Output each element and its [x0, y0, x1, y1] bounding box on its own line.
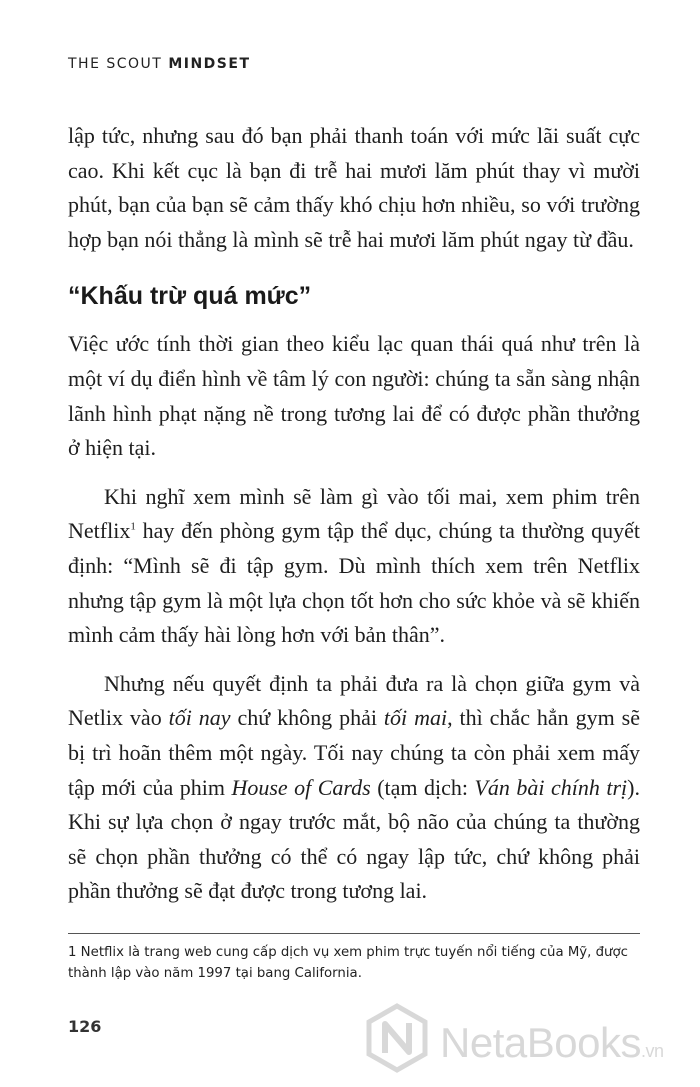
netabooks-watermark	[362, 1003, 692, 1073]
watermark-text	[440, 1019, 663, 1067]
section-heading: “Khấu trừ quá mức”	[68, 282, 312, 311]
footnote-marker[interactable]: 1	[130, 521, 136, 534]
p4-italic-house-of-cards: House of Cards	[231, 774, 371, 800]
p4-text-c: , thì chắc hẳn gym sẽ bị trì hoãn thêm một ngày. Tối nay chúng ta còn phải xem mấy tập mới của phim	[68, 705, 640, 800]
watermark-tld: .vn	[640, 1041, 664, 1061]
paragraph-3	[68, 480, 640, 653]
page-body	[68, 119, 640, 909]
paragraph-4	[68, 667, 640, 909]
p4-italic-tonight: tối nay	[168, 705, 231, 731]
netabooks-logo-icon	[362, 1003, 432, 1073]
book-title-part1: THE SCOUT	[68, 56, 169, 72]
book-title-part2: MINDSET	[168, 56, 251, 72]
p4-italic-tomorrow: tối mai	[383, 705, 448, 731]
running-header	[68, 56, 251, 72]
paragraph-1: lập tức, nhưng sau đó bạn phải thanh toán với mức lãi suất cực cao. Khi kết cục là bạn đi trễ hai mươi lăm phút thay vì mười phút, bạn của bạn sẽ cảm thấy khó chịu hơn nhiều, so với trường hợp bạn nói thẳng là mình sẽ trễ hai mươi lăm phút ngay từ đầu.	[68, 123, 640, 252]
page-number: 126	[68, 1017, 102, 1036]
p4-italic-translation: Ván bài chính trị	[474, 774, 628, 800]
p3-text-a: Khi nghĩ xem mình sẽ làm gì vào tối mai, xem phim trên Netflix	[68, 483, 640, 544]
paragraph-2: Việc ước tính thời gian theo kiểu lạc quan thái quá như trên là một ví dụ điển hình về tâm lý con người: chúng ta sẵn sàng nhận lãnh hình phạt nặng nề trong tương lai để có được phần thưởng ở hiện tại.	[68, 331, 640, 461]
p4-text-b: chứ không phải	[230, 705, 384, 731]
p4-text-a: Nhưng nếu quyết định ta phải đưa ra là chọn giữa gym và Netlix vào	[68, 670, 640, 731]
footnote-divider	[68, 933, 640, 934]
p4-text-e: ). Khi sự lựa chọn ở ngay trước mắt, bộ não của chúng ta thường sẽ chọn phần thưởng có thể có ngay lập tức, chứ không phải phần thưởng sẽ đạt được trong tương lai.	[68, 774, 640, 904]
watermark-brand: NetaBooks	[440, 1019, 641, 1066]
p4-text-d: (tạm dịch:	[370, 774, 475, 800]
footnote: 1 Netflix là trang web cung cấp dịch vụ xem phim trực tuyến nổi tiếng của Mỹ, được thành lập vào năm 1997 tại bang California.	[68, 945, 628, 981]
p3-text-b: hay đến phòng gym tập thể dục, chúng ta thường quyết định: “Mình sẽ đi tập gym. Dù mình thích xem trên Netflix nhưng tập gym là một lựa chọn tốt hơn cho sức khỏe và sẽ khiến mình cảm thấy hài lòng hơn với bản thân”.	[68, 518, 640, 648]
